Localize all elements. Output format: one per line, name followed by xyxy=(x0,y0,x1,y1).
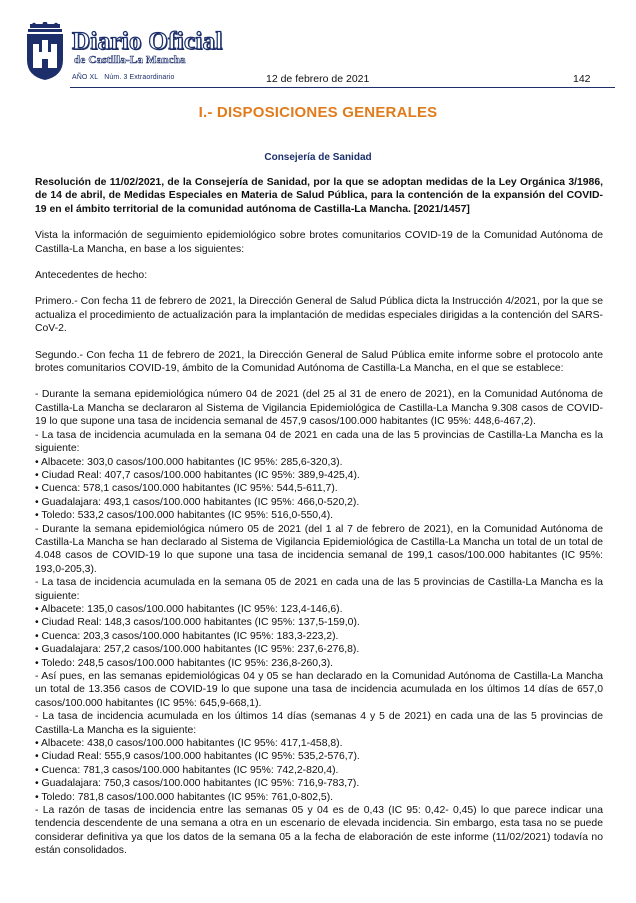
report-line: - Durante la semana epidemiológica número 05 de 2021 (del 1 al 7 de febrero de 2021), en la Comunidad Autónoma de Castilla-La Mancha se han declarado al Sistema de Vigilancia Epidemiológica de Castilla-La Mancha un total de un total de 4.048 casos de COVID-19 lo que supone una tasa de incidencia semanal de 199,1 casos/100.000 habitantes (IC 95%: 193,0-205,3). xyxy=(35,523,603,575)
document-body xyxy=(35,176,603,858)
report-line: - La razón de tasas de incidencia entre las semanas 05 y 04 es de 0,43 (IC 95: 0,42- 0,45) lo que parece indicar una tendencia descendente de una semana a otra en un escenario de elevada incidencia. Sin embargo, esta tasa no se puede considerar definitiva ya que los datos de la semana 05 a la fecha de elaboración de este informe (11/02/2021) todavía no están consolidados. xyxy=(35,805,603,857)
report-line: - Así pues, en las semanas epidemiológicas 04 y 05 se han declarado en la Comunidad Autónoma de Castilla-La Mancha un total de 13.356 casos de COVID-19 lo que supone una tasa de incidencia acumulada en los últimos 14 días de 657,0 casos/100.000 habitantes (IC 95%: 645,9-668,1). xyxy=(35,671,603,709)
report-line: • Ciudad Real: 148,3 casos/100.000 habitantes (IC 95%: 137,5-159,0). xyxy=(35,617,360,629)
report-line: - La tasa de incidencia acumulada en los últimos 14 días (semanas 4 y 5 de 2021) en cada una de las 5 provincias de Castilla-La Mancha es la siguiente: xyxy=(35,711,603,736)
report-line: • Toledo: 533,2 casos/100.000 habitantes (IC 95%: 516,0-550,4). xyxy=(35,510,334,522)
report-line: • Albacete: 303,0 casos/100.000 habitantes (IC 95%: 285,6-320,3). xyxy=(35,456,343,468)
report-line: • Guadalajara: 493,1 casos/100.000 habitantes (IC 95%: 466,0-520,2). xyxy=(35,496,360,508)
coat-of-arms-logo xyxy=(22,22,68,82)
page-header xyxy=(0,0,636,100)
issue-number: Núm. 3 Extraordinario xyxy=(104,74,175,81)
issue-info xyxy=(72,74,180,81)
report-line: • Ciudad Real: 407,7 casos/100.000 habitantes (IC 95%: 389,9-425,4). xyxy=(35,469,360,481)
report-line: - La tasa de incidencia acumulada en la semana 04 de 2021 en cada una de las 5 provincias de Castilla-La Mancha es la siguiente: xyxy=(35,429,603,455)
masthead-subtitle: de Castilla-La Mancha xyxy=(74,54,186,66)
antecedentes-heading: Antecedentes de hecho: xyxy=(35,270,148,282)
section-title: I.- DISPOSICIONES GENERALES xyxy=(198,104,438,121)
report-line: • Cuenca: 203,3 casos/100.000 habitantes (IC 95%: 183,3-223,2). xyxy=(35,630,339,642)
masthead-title: Diario Oficial xyxy=(72,28,223,55)
report-line: • Guadalajara: 257,2 casos/100.000 habitantes (IC 95%: 237,6-276,8). xyxy=(35,644,360,656)
issue-year: AÑO XL xyxy=(72,74,99,81)
intro-paragraph: Vista la información de seguimiento epidemiológico sobre brotes comunitarios COVID-19 de la Comunidad Autónoma de Castilla-La Mancha, en base a los siguientes: xyxy=(35,230,603,255)
publication-date: 12 de febrero de 2021 xyxy=(266,73,370,85)
report-line: - Durante la semana epidemiológica número 04 de 2021 (del 25 al 31 de enero de 2021), en la Comunidad Autónoma de Castilla-La Mancha se declararon al Sistema de Vigilancia Epidemiológica de Castilla-La Mancha 9.308 casos de COVID-19 lo que supone una tasa de incidencia semanal de 457,9 casos/100.000 habitantes (IC 95%: 448,6-467,2). xyxy=(35,389,603,428)
report-line: • Albacete: 135,0 casos/100.000 habitantes (IC 95%: 123,4-146,6). xyxy=(35,603,343,615)
resolution-title: Resolución de 11/02/2021, de la Consejería de Sanidad, por la que se adoptan medidas de la Ley Orgánica 3/1986, de 14 de abril, de Medidas Especiales en Materia de Salud Pública, para la contención de la expansión del COVID-19 en el ámbito territorial de la comunidad autónoma de Castilla-La Mancha. [2021/1457] xyxy=(35,177,603,215)
report-line: • Toledo: 248,5 casos/100.000 habitantes (IC 95%: 236,8-260,3). xyxy=(35,657,334,669)
report-line: • Cuenca: 781,3 casos/100.000 habitantes (IC 95%: 742,2-820,4). xyxy=(35,764,339,776)
primero-paragraph: Primero.- Con fecha 11 de febrero de 2021, la Dirección General de Salud Pública dicta la Instrucción 4/2021, por la que se actualiza el procedimiento de actualización para la implantación de medidas especiales dirigidas a la contención del SARS-CoV-2. xyxy=(35,296,603,335)
report-line: • Cuenca: 578,1 casos/100.000 habitantes (IC 95%: 544,5-611,7). xyxy=(35,483,338,495)
report-line: • Albacete: 438,0 casos/100.000 habitantes (IC 95%: 417,1-458,8). xyxy=(35,738,343,750)
page-number: 142 xyxy=(573,73,591,85)
report-line: • Ciudad Real: 555,9 casos/100.000 habitantes (IC 95%: 535,2-576,7). xyxy=(35,751,360,763)
department-name: Consejería de Sanidad xyxy=(264,152,372,163)
report-line: • Toledo: 781,8 casos/100.000 habitantes (IC 95%: 761,0-802,5). xyxy=(35,791,334,803)
header-divider xyxy=(70,87,615,88)
segundo-paragraph: Segundo.- Con fecha 11 de febrero de 2021, la Dirección General de Salud Pública emite informe sobre el protocolo ante brotes comunitarios COVID-19, ámbito de la Comunidad Autónoma de Castilla-La Mancha, en el que se establece: xyxy=(35,349,603,375)
report-line: - La tasa de incidencia acumulada en la semana 05 de 2021 en cada una de las 5 provincias de Castilla-La Mancha es la siguiente: xyxy=(35,577,603,602)
report-line: • Guadalajara: 750,3 casos/100.000 habitantes (IC 95%: 716,9-783,7). xyxy=(35,778,360,790)
masthead xyxy=(72,30,223,66)
